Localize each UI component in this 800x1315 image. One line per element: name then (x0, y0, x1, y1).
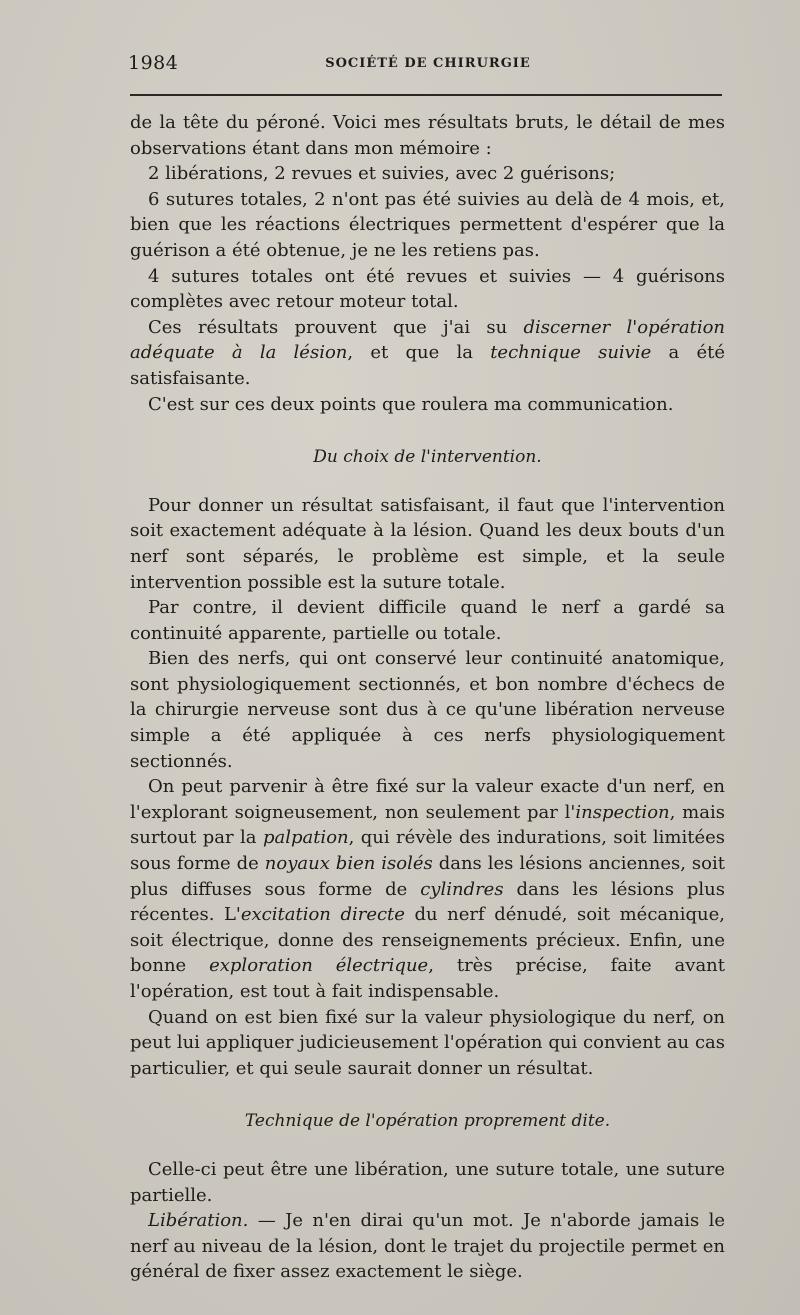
page-header (128, 52, 728, 82)
text-run: dans les lésions plus récentes. L' (130, 878, 725, 926)
text-run: On peut parvenir à être fixé sur la valeur exacte d'un nerf, en l'explorant soigneusement, non seulement par l' (130, 776, 725, 823)
italic-run: exploration électrique (209, 955, 429, 977)
paragraph: Celle-ci peut être une libération, une suture totale, une suture partielle. (130, 1158, 725, 1206)
paragraph-liberation (130, 1208, 725, 1285)
paragraph: Pour donner un résultat satisfaisant, il faut que l'intervention soit exactement adéquate à la lésion. Quand les deux bouts d'un nerf sont séparés, le problème est simple, et la seule intervention possible est la suture totale. (130, 494, 725, 593)
italic-run: noyaux bien isolés (264, 853, 433, 875)
italic-run: excitation directe (240, 904, 405, 926)
text-run: dans les lésions anciennes, soit plus diffuses sous forme de (130, 853, 725, 900)
text-run: Ces résultats prouvent que j'ai su (148, 316, 524, 338)
paragraph: Bien des nerfs, qui ont conservé leur continuité anatomique, sont physiologiquement sectionnés, et bon nombre d'échecs de la chirurgie nerveuse sont dus à ce qu'une libération nerveuse simple a été appliquée à ces nerfs physiologiquement sectionnés. (130, 648, 725, 772)
paragraph-results (130, 315, 725, 392)
paragraph: 4 sutures totales ont été revues et suivies — 4 guérisons complètes avec retour moteur total. (130, 265, 725, 313)
running-head: SOCIÉTÉ DE CHIRURGIE (325, 56, 531, 71)
header-rule (130, 94, 722, 96)
italic-run: Libération. (148, 1210, 249, 1232)
paragraph: 2 libérations, 2 revues et suivies, avec 2 guérisons; (148, 163, 616, 185)
text-run: , et que la (347, 342, 491, 364)
text-run: , qui révèle des indurations, soit limitées sous forme de (130, 827, 725, 875)
section-heading: Du choix de l'intervention. (313, 447, 542, 468)
italic-run: inspection (575, 801, 670, 823)
italic-run: discerner l'opération adéquate à la lésion (130, 316, 726, 364)
text-run: , mais surtout par la (130, 801, 725, 849)
section-heading: Technique de l'opération proprement dite. (244, 1111, 611, 1132)
paragraph: Quand on est bien fixé sur la valeur physiologique du nerf, on peut lui appliquer judicieusement l'opération qui convient au cas particulier, et qui seule saurait donner un résultat. (130, 1006, 725, 1079)
paragraph: Par contre, il devient difficile quand le nerf a gardé sa continuité apparente, partielle ou totale. (130, 597, 725, 644)
page-number: 1984 (128, 52, 179, 74)
text-run: , très précise, faite avant l'opération, est tout à fait indispensable. (130, 955, 726, 1002)
paragraph-explore (130, 774, 725, 1004)
text-run: a été satisfaisante. (130, 342, 725, 389)
paragraph: C'est sur ces deux points que roulera ma communication. (148, 393, 674, 415)
body-text (130, 110, 725, 1285)
italic-run: palpation (262, 827, 349, 849)
paragraph: de la tête du péroné. Voici mes résultats bruts, le détail de mes observations étant dans mon mémoire : (130, 112, 725, 159)
italic-run: technique suivie (490, 342, 652, 364)
paragraph: 6 sutures totales, 2 n'ont pas été suivies au delà de 4 mois, et, bien que les réactions électriques permettent d'espérer que la guérison a été obtenue, je ne les retiens pas. (130, 188, 725, 261)
text-run: du nerf dénudé, soit mécanique, soit électrique, donne des renseignements précieux. Enfin, une bonne (130, 904, 725, 977)
text-run: — Je n'en dirai qu'un mot. Je n'aborde jamais le nerf au niveau de la lésion, dont le trajet du projectile permet en général de fixer assez exactement le siège. (130, 1210, 725, 1283)
italic-run: cylindres (420, 878, 504, 900)
